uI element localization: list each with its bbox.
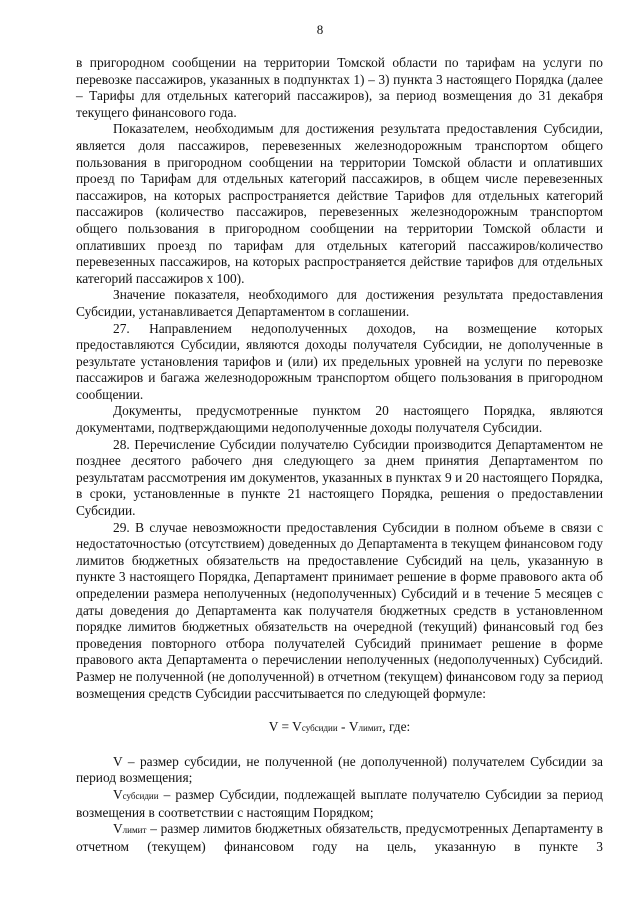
paragraph-indicator-value: Значение показателя, необходимого для достижения результата предоставления Субсидии, устанавливается Департаментом в соглашении. [76, 287, 603, 319]
definition-v-subsidy [76, 787, 603, 821]
formula [76, 719, 603, 737]
formula-lhs: V = V [268, 719, 302, 735]
formula-minus: - V [337, 719, 359, 735]
definition-symbol-sub: субсидии [122, 790, 159, 801]
document-body [76, 55, 603, 855]
definition-symbol: V [113, 753, 123, 769]
page-number: 8 [316, 22, 324, 37]
definition-symbol-sub: лимит [122, 825, 147, 836]
paragraph-continuation: в пригородном сообщении на территории Томской области по тарифам на услуги по перевозке пассажиров, указанных в подпунктах 1) – 3) пункта 3 настоящего Порядка (далее – Тарифы для отдельных категорий пассажиров), за период возмещения до 31 декабря текущего финансового года. [76, 55, 603, 120]
formula-sub-subsidy: субсидии [301, 723, 338, 734]
definition-symbol: V [113, 821, 123, 837]
definition-v-limit [76, 821, 603, 855]
definition-text: – размер лимитов бюджетных обязательств, предусмотренных Департаменту в отчетном (текущем) финансовом году на цель, указанную в пункте 3 [76, 821, 603, 854]
paragraph-item-29: 29. В случае невозможности предоставления Субсидии в полном объеме в связи с недостаточностью (отсутствием) доведенных до Департамента в текущем финансовом году лимитов бюджетных обязательств на предоставление Субсидий на цель, указанную в пункте 3 настоящего Порядка, Департамент принимает решение в форме правового акта об определении размера неполученных (недополученных) Субсидий и в течение 5 месяцев с даты доведения до Департамента как получателя бюджетных средств в установленном порядке лимитов бюджетных обязательств на очередной (текущий) финансовый год без проведения повторного отбора получателей Субсидий принимает решение в форме правового акта Департамента о перечислении неполученных (недополученных) Субсидий. Размер не полученной (не дополученной) в отчетном (текущем) финансовом году за период возмещения средств Субсидии рассчитывается по следующей формуле: [76, 519, 603, 701]
paragraph-item-28: 28. Перечисление Субсидии получателю Субсидии производится Департаментом не позднее десятого рабочего дня следующего за днем принятия Департаментом по результатам рассмотрения им документов, указанных в пунктах 9 и 20 настоящего Порядка, в сроки, установленные в пункте 21 настоящего Порядка, решения о предоставлении Субсидии. [76, 436, 603, 519]
definition-text: – размер субсидии, не полученной (не дополученной) получателем Субсидии за период возмещения; [76, 753, 603, 786]
paragraph-item-27: 27. Направлением недополученных доходов, на возмещение которых предоставляются Субсидии, являются доходы получателя Субсидии, не дополученные в результате установления тарифов и (или) их предельных уровней на услуги по перевозке пассажиров и багажа железнодорожным транспортом общего пользования в пригородном сообщении. [76, 320, 603, 402]
paragraph-documents: Документы, предусмотренные пунктом 20 настоящего Порядка, являются документами, подтверждающими недополученные доходы получателя Субсидии. [76, 403, 603, 436]
definition-v [76, 754, 603, 787]
paragraph-indicator: Показателем, необходимым для достижения результата предоставления Субсидии, является доля пассажиров, перевезенных железнодорожным транспортом общего пользования в пригородном сообщении на территории Томской области и оплативших проезд по Тарифам для отдельных категорий пассажиров, в общем числе перевезенных пассажиров, на которых распространяется действие Тарифов для отдельных категорий пассажиров (количество пассажиров, перевезенных железнодорожным транспортом общего пользования в пригородном сообщении на территории Томской области и оплативших проезд по тарифам для отдельных категорий пассажиров/количество перевезенных пассажиров, на которых распространяется действие тарифов для отдельных категорий пассажиров x 100). [76, 121, 603, 286]
definition-text: – размер Субсидии, подлежащей выплате получателю Субсидии за период возмещения в соответствии с настоящим Порядком; [76, 786, 603, 820]
formula-tail: , где: [382, 719, 411, 735]
formula-sub-limit: лимит [358, 723, 383, 734]
definition-symbol: V [113, 786, 123, 802]
